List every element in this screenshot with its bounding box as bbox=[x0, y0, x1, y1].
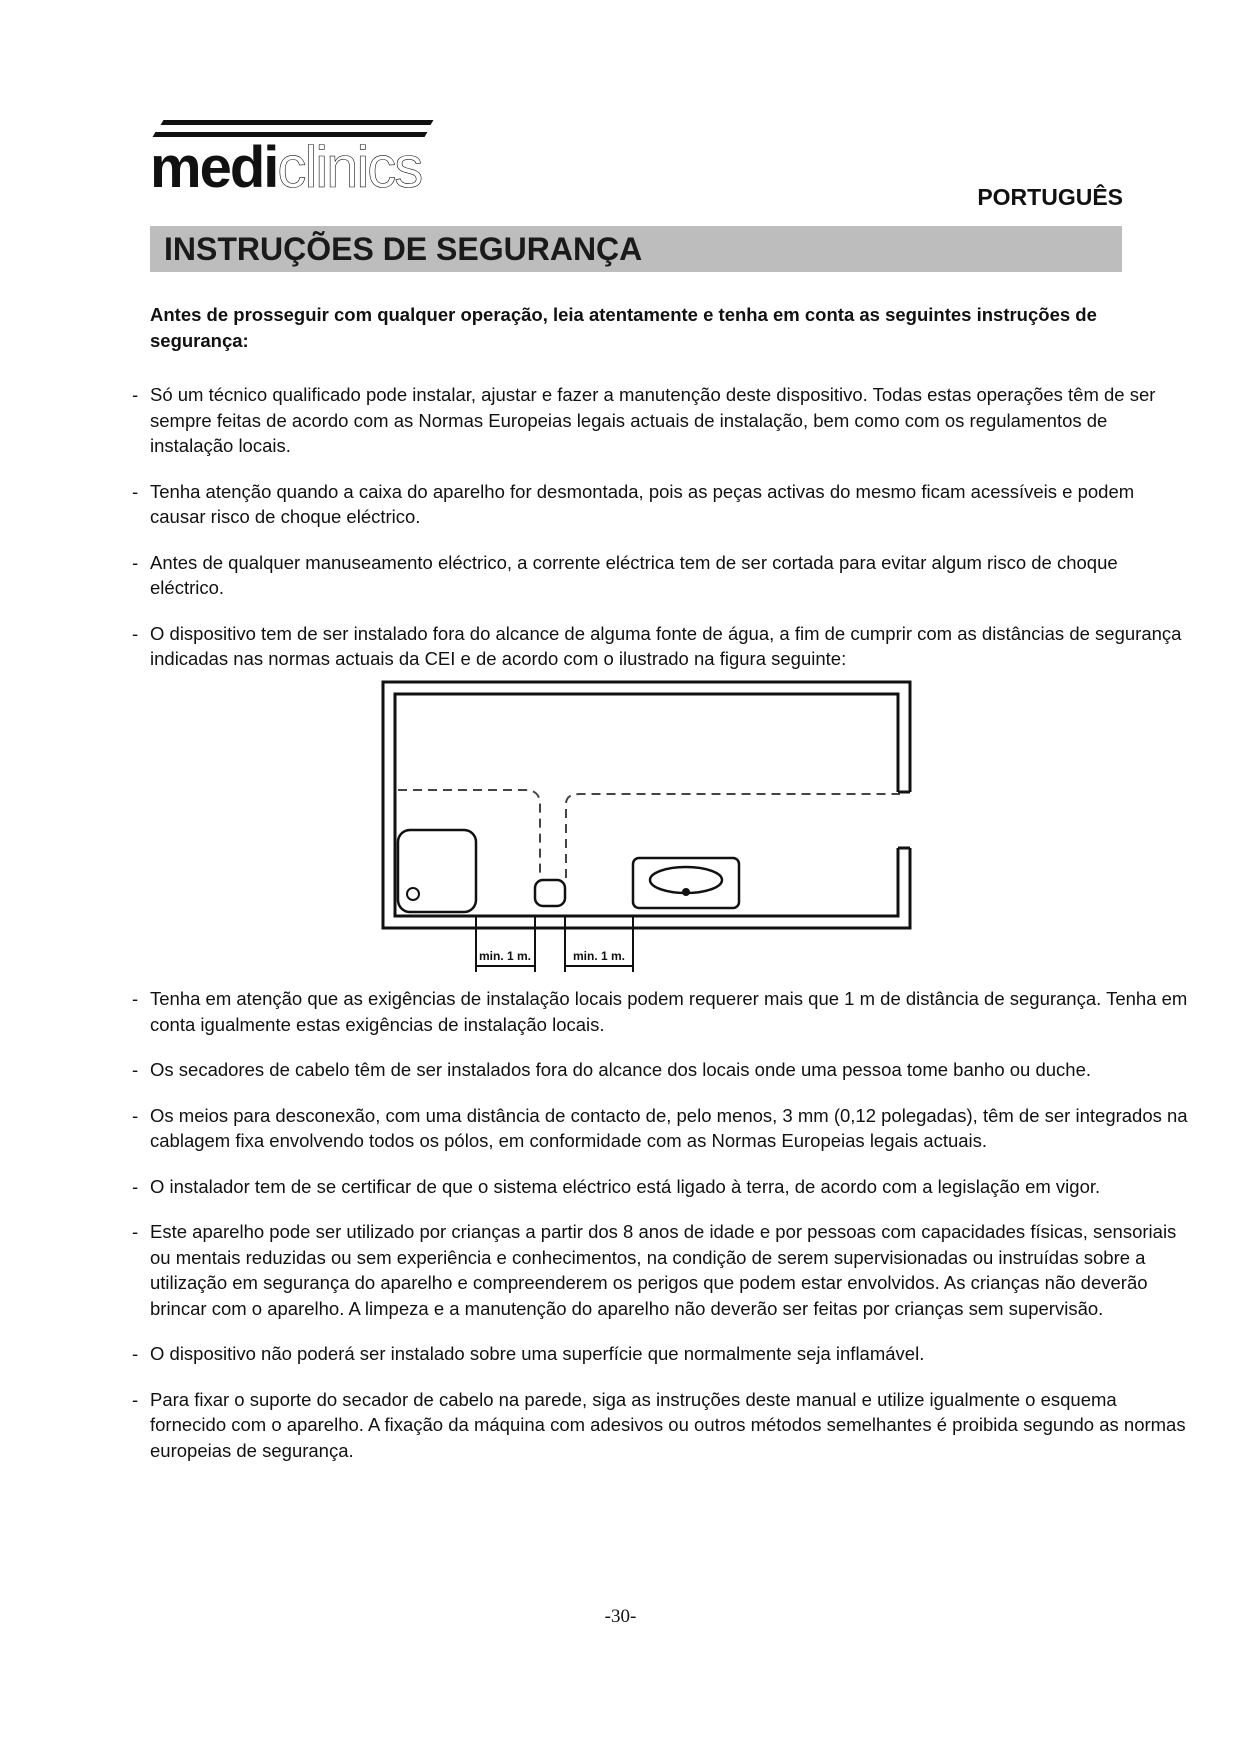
bullet-dash: - bbox=[132, 1388, 139, 1410]
dimension-label-right: min. 1 m. bbox=[572, 949, 626, 963]
washbasin bbox=[633, 858, 739, 908]
logo-wordmark bbox=[150, 135, 422, 200]
safety-list-top bbox=[130, 382, 1190, 692]
safety-item-text: Tenha em atenção que as exigências de instalação locais podem requerer mais que 1 m de distância de segurança. Tenha em conta igualmente estas exigências de instalação locais. bbox=[150, 988, 1188, 1035]
dimension-label-left: min. 1 m. bbox=[478, 949, 532, 963]
shower-drain bbox=[407, 888, 419, 900]
bullet-dash: - bbox=[132, 480, 139, 502]
title-banner bbox=[150, 226, 1122, 272]
safety-item-text: Antes de qualquer manuseamento eléctrico, a corrente eléctrica tem de ser cortada para evitar algum risco de choque eléctrico. bbox=[150, 551, 1118, 598]
safety-item-text: Este aparelho pode ser utilizado por crianças a partir dos 8 anos de idade e por pessoas com capacidades físicas, sensoriais ou mentais reduzidas ou sem experiência e conhecimentos, na condição de serem supervisionadas ou instruídas sobre a utilização em segurança do aparelho e compreenderem os perigos que podem estar envolvidos. As crianças não deverão brincar com o aparelho. A limpeza e a manutenção do aparelho não deverão ser feitas por crianças sem supervisão. bbox=[150, 1221, 1177, 1319]
safety-item bbox=[130, 382, 1190, 459]
safety-item bbox=[130, 1174, 1190, 1200]
safety-item-text: Os secadores de cabelo têm de ser instalados fora do alcance dos locais onde uma pessoa tome banho ou duche. bbox=[150, 1059, 1092, 1080]
safety-item bbox=[130, 1387, 1190, 1464]
bullet-dash: - bbox=[132, 622, 139, 644]
bullet-dash: - bbox=[132, 1343, 139, 1364]
safety-item-text: Tenha atenção quando a caixa do aparelho for desmontada, pois as peças activas do mesmo ficam acessíveis e podem causar risco de choque eléctrico. bbox=[150, 480, 1135, 527]
safety-item-text: Para fixar o suporte do secador de cabelo na parede, siga as instruções deste manual e utilize igualmente o esquema fornecido com o aparelho. A fixação da máquina com adesivos ou outros métodos semelhantes é proibida segundo as normas europeias de segurança. bbox=[150, 1388, 1186, 1461]
bullet-dash: - bbox=[132, 1104, 139, 1126]
safety-item bbox=[130, 1057, 1190, 1083]
page-number: -30- bbox=[604, 1606, 637, 1627]
safety-item-text: O dispositivo não poderá ser instalado sobre uma superfície que normalmente seja inflamável. bbox=[150, 1343, 925, 1364]
bullet-dash: - bbox=[132, 1059, 139, 1080]
bullet-dash: - bbox=[132, 1221, 139, 1242]
room-wall-inner bbox=[395, 694, 898, 916]
bullet-dash: - bbox=[132, 988, 139, 1009]
bullet-dash: - bbox=[132, 1175, 139, 1197]
logo-part2: clinics bbox=[277, 135, 422, 200]
safety-item-text: O dispositivo tem de ser instalado fora do alcance de alguma fonte de água, a fim de cumprir com as distâncias de segurança indicadas nas normas actuais da CEI e de acordo com o ilustrado na figura seguinte: bbox=[150, 622, 1182, 669]
safety-item-text: Os meios para desconexão, com uma distância de contacto de, pelo menos, 3 mm (0,12 polegadas), têm de ser integrados na cablagem fixa envolvendo todos os pólos, em conformidade com as Normas Europeias legais actuais. bbox=[150, 1104, 1188, 1151]
safety-item bbox=[130, 986, 1190, 1037]
language-label: PORTUGUÊS bbox=[977, 184, 1123, 210]
safety-item bbox=[130, 550, 1190, 601]
bathroom-distance-diagram bbox=[380, 680, 925, 980]
safety-item bbox=[130, 479, 1190, 530]
safety-item-text: Só um técnico qualificado pode instalar, ajustar e fazer a manutenção deste dispositivo. Todas estas operações têm de ser sempre feitas de acordo com as Normas Europeias legais actuais de instalação, bem como com os regulamentos de instalação locais. bbox=[150, 384, 1156, 456]
mediclinics-logo bbox=[150, 118, 432, 198]
room-wall-outer bbox=[383, 682, 910, 928]
bullet-dash: - bbox=[132, 551, 139, 573]
intro-text: Antes de prosseguir com qualquer operação, leia atentamente e tenha em conta as seguintes instruções de segurança: bbox=[150, 304, 1097, 351]
hand-dryer bbox=[535, 880, 565, 906]
safety-item bbox=[130, 621, 1190, 672]
safety-zone-left bbox=[398, 790, 540, 878]
logo-bar-top bbox=[161, 120, 434, 125]
page-title: INSTRUÇÕES DE SEGURANÇA bbox=[164, 231, 643, 267]
safety-item bbox=[130, 1219, 1190, 1321]
safety-list-bottom bbox=[130, 986, 1190, 1483]
safety-zone-right bbox=[566, 794, 900, 878]
safety-item bbox=[130, 1341, 1190, 1367]
logo-part1: medi bbox=[150, 135, 278, 200]
safety-item-text: O instalador tem de se certificar de que o sistema eléctrico está ligado à terra, de acordo com a legislação em vigor. bbox=[150, 1175, 1101, 1197]
basin-tap bbox=[682, 888, 690, 896]
bullet-dash: - bbox=[132, 384, 139, 405]
safety-item bbox=[130, 1103, 1190, 1154]
